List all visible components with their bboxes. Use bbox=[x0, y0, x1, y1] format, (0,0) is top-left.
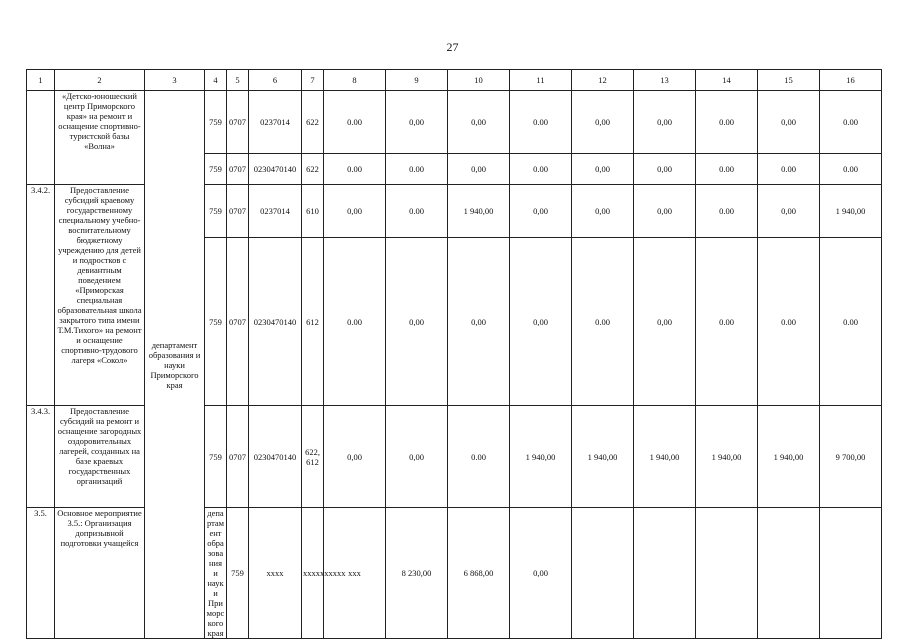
item-name-cell: Предоставление субсидий краевому государственному специальному учебно-воспитательному бюджетному учреждению для детей и подростков с девиантным поведением «Приморская специальная образовательная школа закрытого типа имени Т.М.Тихого» на ремонт и оснащение спортивно-трудового лагеря «Сокол» bbox=[55, 185, 145, 406]
header-cell: 11 bbox=[510, 70, 572, 91]
value-cell: 0,00 bbox=[634, 238, 696, 406]
grbs-cell: 759 bbox=[205, 91, 227, 154]
value-cell: 0.00 bbox=[324, 91, 386, 154]
responsible-org-cell: департамент образования и науки Приморского края bbox=[205, 508, 227, 639]
header-cell: 3 bbox=[145, 70, 205, 91]
grbs-cell: 759 bbox=[205, 238, 227, 406]
value-cell: 0,00 bbox=[386, 91, 448, 154]
value-cell bbox=[820, 508, 882, 639]
grbs-cell: 759 bbox=[227, 508, 249, 639]
value-cell: 0,00 bbox=[448, 238, 510, 406]
value-cell: 0,00 bbox=[386, 406, 448, 508]
header-cell: 2 bbox=[55, 70, 145, 91]
expense-type-cell: 622 bbox=[302, 154, 324, 185]
value-cell: 6 868,00 bbox=[448, 508, 510, 639]
responsible-org-cell: департамент образования и науки Приморского края bbox=[145, 91, 205, 639]
section-cell: 0707 bbox=[227, 406, 249, 508]
header-cell: 14 bbox=[696, 70, 758, 91]
value-cell: 1 940,00 bbox=[758, 406, 820, 508]
value-cell: 0,00 bbox=[448, 154, 510, 185]
value-cell: 0.00 bbox=[820, 238, 882, 406]
value-cell: 0.00 bbox=[820, 91, 882, 154]
value-cell: 0.00 bbox=[324, 238, 386, 406]
value-cell: 0,00 bbox=[386, 238, 448, 406]
header-cell: 7 bbox=[302, 70, 324, 91]
item-name-cell: Предоставление субсидий на ремонт и оснащение загородных оздоровительных лагерей, созданных на базе краевых государственных организаций bbox=[55, 406, 145, 508]
expense-type-cell: 622 bbox=[302, 91, 324, 154]
value-cell: 0,00 bbox=[510, 508, 572, 639]
value-cell: 0,00 bbox=[572, 185, 634, 238]
header-cell: 1 bbox=[27, 70, 55, 91]
value-cell: 0,00 bbox=[572, 154, 634, 185]
header-cell: 16 bbox=[820, 70, 882, 91]
value-cell: 0.00 bbox=[696, 154, 758, 185]
value-cell: 0.00 bbox=[386, 185, 448, 238]
value-cell: 0,00 bbox=[634, 154, 696, 185]
target-article-cell: 0237014 bbox=[249, 185, 302, 238]
section-cell: 0707 bbox=[227, 154, 249, 185]
page-number: 27 bbox=[446, 40, 459, 54]
target-article-cell: 0230470140 bbox=[249, 406, 302, 508]
header-cell: 15 bbox=[758, 70, 820, 91]
value-cell: 0,00 bbox=[510, 238, 572, 406]
value-cell: 0,00 bbox=[510, 185, 572, 238]
value-cell: 9 700,00 bbox=[820, 406, 882, 508]
expense-type-cell: ххх bbox=[324, 508, 386, 639]
item-number-cell: 3.4.3. bbox=[27, 406, 55, 508]
value-cell bbox=[758, 508, 820, 639]
section-cell: хххх bbox=[249, 508, 302, 639]
expense-type-cell: 622, 612 bbox=[302, 406, 324, 508]
value-cell: 1 940,00 bbox=[572, 406, 634, 508]
header-cell: 4 bbox=[205, 70, 227, 91]
target-article-cell: хххххххххх bbox=[302, 508, 324, 639]
value-cell: 0.00 bbox=[448, 406, 510, 508]
value-cell: 0,00 bbox=[634, 91, 696, 154]
target-article-cell: 0237014 bbox=[249, 91, 302, 154]
value-cell: 0.00 bbox=[758, 154, 820, 185]
expense-type-cell: 610 bbox=[302, 185, 324, 238]
item-number-cell: 3.5. bbox=[27, 508, 55, 639]
value-cell: 0.00 bbox=[820, 154, 882, 185]
header-cell: 13 bbox=[634, 70, 696, 91]
value-cell: 0.00 bbox=[324, 154, 386, 185]
grbs-cell: 759 bbox=[205, 185, 227, 238]
header-cell: 12 bbox=[572, 70, 634, 91]
value-cell: 0,00 bbox=[758, 185, 820, 238]
value-cell: 0.00 bbox=[572, 238, 634, 406]
table-row bbox=[27, 91, 882, 154]
value-cell bbox=[696, 508, 758, 639]
value-cell: 0,00 bbox=[448, 91, 510, 154]
value-cell: 1 940,00 bbox=[510, 406, 572, 508]
value-cell: 0,00 bbox=[634, 185, 696, 238]
header-cell: 6 bbox=[249, 70, 302, 91]
value-cell: 1 940,00 bbox=[696, 406, 758, 508]
value-cell: 8 230,00 bbox=[386, 508, 448, 639]
section-cell: 0707 bbox=[227, 238, 249, 406]
budget-table bbox=[26, 69, 882, 639]
value-cell: 0.00 bbox=[386, 154, 448, 185]
expense-type-cell: 612 bbox=[302, 238, 324, 406]
section-cell: 0707 bbox=[227, 185, 249, 238]
value-cell: 0.00 bbox=[510, 154, 572, 185]
item-number-cell: 3.4.2. bbox=[27, 185, 55, 406]
value-cell: 0,00 bbox=[572, 91, 634, 154]
header-cell: 8 bbox=[324, 70, 386, 91]
target-article-cell: 0230470140 bbox=[249, 154, 302, 185]
value-cell: 1 940,00 bbox=[820, 185, 882, 238]
value-cell: 0.00 bbox=[510, 91, 572, 154]
value-cell: 0,00 bbox=[324, 406, 386, 508]
section-cell: 0707 bbox=[227, 91, 249, 154]
grbs-cell: 759 bbox=[205, 406, 227, 508]
value-cell: 0.00 bbox=[758, 238, 820, 406]
header-cell: 9 bbox=[386, 70, 448, 91]
value-cell: 0,00 bbox=[758, 91, 820, 154]
item-name-cell: «Детско-юношеский центр Приморского края» на ремонт и оснащение спортивно-туристской базы «Волна» bbox=[55, 91, 145, 185]
item-name-cell: Основное мероприятие 3.5.: Организация допризывной подготовки учащейся bbox=[55, 508, 145, 639]
value-cell: 0.00 bbox=[696, 91, 758, 154]
value-cell: 1 940,00 bbox=[634, 406, 696, 508]
item-number-cell bbox=[27, 91, 55, 185]
header-cell: 10 bbox=[448, 70, 510, 91]
target-article-cell: 0230470140 bbox=[249, 238, 302, 406]
value-cell bbox=[572, 508, 634, 639]
value-cell: 0.00 bbox=[696, 185, 758, 238]
header-cell: 5 bbox=[227, 70, 249, 91]
value-cell bbox=[634, 508, 696, 639]
value-cell: 1 940,00 bbox=[448, 185, 510, 238]
value-cell: 0.00 bbox=[696, 238, 758, 406]
header-row bbox=[27, 70, 882, 91]
value-cell: 0,00 bbox=[324, 185, 386, 238]
grbs-cell: 759 bbox=[205, 154, 227, 185]
